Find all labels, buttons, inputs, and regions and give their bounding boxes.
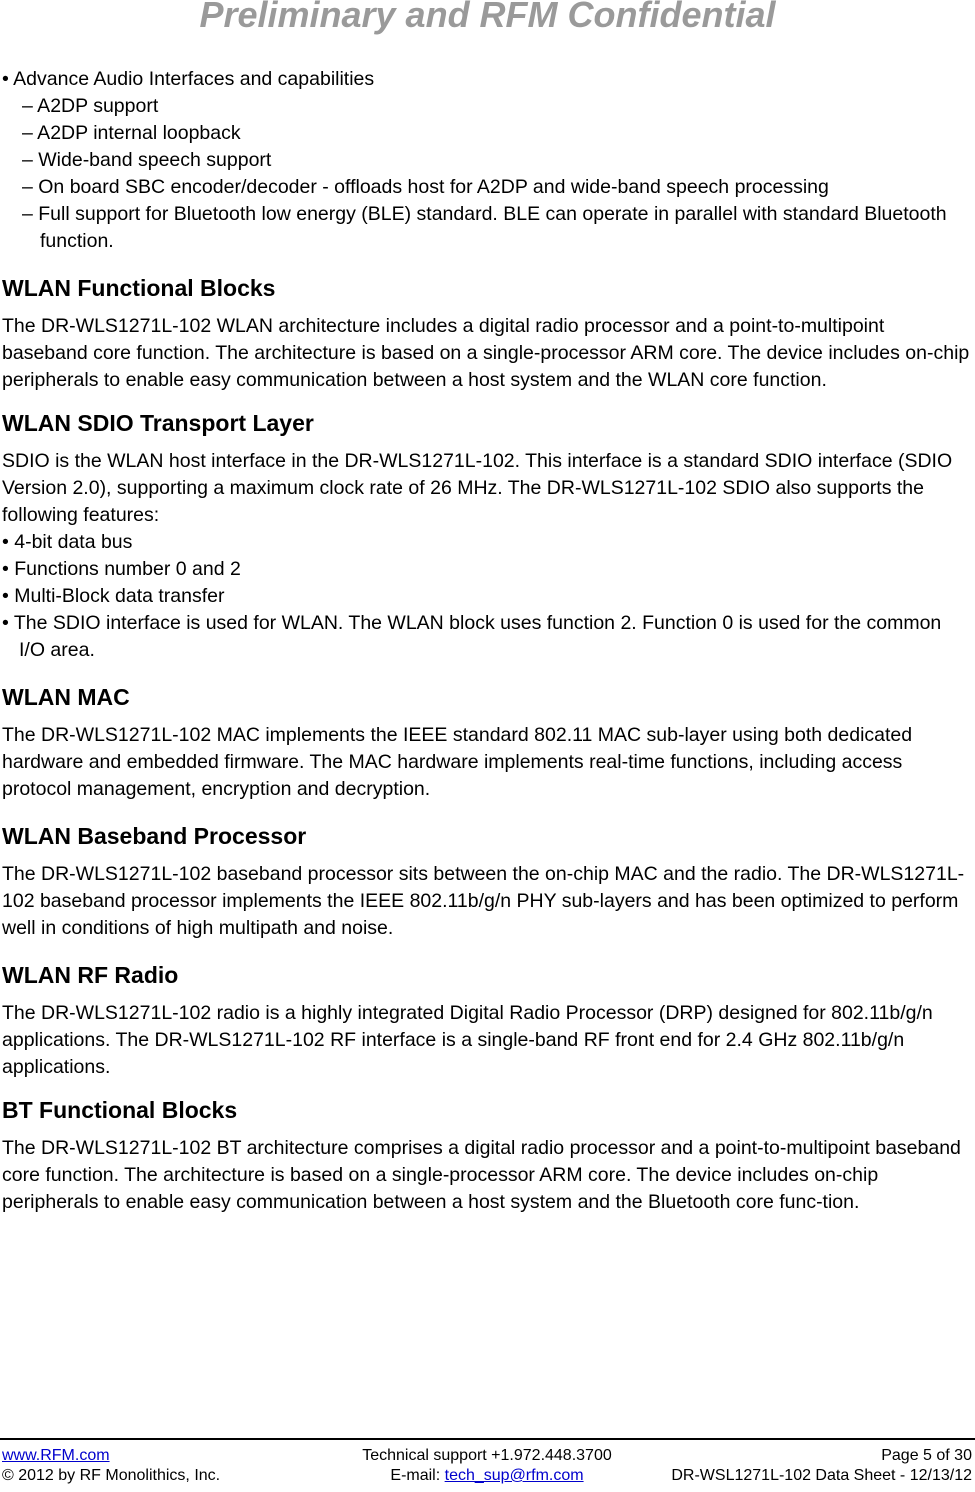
section-body-wlan-baseband: The DR-WLS1271L-102 baseband processor sits between the on-chip MAC and the radio. The DR-WLS1271L-102 baseband processor implements the IEEE 802.11b/g/n PHY sub-layers and has been optimized to perform well in conditions of high multipath and noise. xyxy=(2,863,965,939)
section-heading-bt-functional-blocks: BT Functional Blocks xyxy=(2,1097,238,1123)
doc-id: DR-WSL1271L-102 Data Sheet - 12/13/12 xyxy=(671,1467,972,1484)
audio-lead: • Advance Audio Interfaces and capabilities xyxy=(2,68,375,90)
list-item: – A2DP internal loopback xyxy=(22,122,241,144)
list-item: – Wide-band speech support xyxy=(22,149,272,171)
page-content xyxy=(2,66,972,1216)
list-item: – On board SBC encoder/decoder - offloads host for A2DP and wide-band speech processing xyxy=(22,176,829,198)
email-label: E-mail: xyxy=(390,1467,445,1484)
copyright: © 2012 by RF Monolithics, Inc. xyxy=(2,1467,221,1484)
sdio-feature-list xyxy=(2,529,972,664)
section-heading-wlan-functional-blocks: WLAN Functional Blocks xyxy=(2,275,276,301)
support-phone: Technical support +1.972.448.3700 xyxy=(362,1447,612,1464)
section-body-wlan-mac: The DR-WLS1271L-102 MAC implements the IEEE standard 802.11 MAC sub-layer using both dedicated hardware and embedded firmware. The MAC hardware implements real-time functions, including access protocol management, encryption and decryption. xyxy=(2,724,913,800)
section-heading-wlan-sdio: WLAN SDIO Transport Layer xyxy=(2,410,314,436)
list-item: • Multi-Block data transfer xyxy=(2,585,225,607)
list-item: – Full support for Bluetooth low energy (BLE) standard. BLE can operate in parallel with standard Bluetooth function. xyxy=(22,203,947,252)
section-heading-wlan-mac: WLAN MAC xyxy=(2,684,130,710)
support-email xyxy=(325,1466,648,1486)
section-heading-wlan-baseband: WLAN Baseband Processor xyxy=(2,823,307,849)
section-body-wlan-sdio: SDIO is the WLAN host interface in the DR-WLS1271L-102. This interface is a standard SDIO interface (SDIO Version 2.0), supporting a maximum clock rate of 26 MHz. The DR-WLS1271L-102 SDIO also supports the following features: xyxy=(2,450,953,526)
section-body-wlan-rf-radio: The DR-WLS1271L-102 radio is a highly integrated Digital Radio Processor (DRP) designed for 802.11b/g/n applications. The DR-WLS1271L-102 RF interface is a single-band RF front end for 2.4 GHz 802.11b/g/n applications. xyxy=(2,1002,933,1078)
list-item: • The SDIO interface is used for WLAN. The WLAN block uses function 2. Function 0 is used for the common I/O area. xyxy=(2,612,942,661)
audio-list xyxy=(2,93,972,255)
page-footer xyxy=(2,1446,972,1486)
footer-divider xyxy=(0,1438,975,1440)
email-link[interactable]: tech_sup@rfm.com xyxy=(444,1467,584,1484)
website-link[interactable]: www.RFM.com xyxy=(2,1447,110,1464)
section-body-bt-functional-blocks: The DR-WLS1271L-102 BT architecture comprises a digital radio processor and a point-to-multipoint baseband core function. The architecture is based on a single-processor ARM core. The device includes on-chip peripherals to enable easy communication between a host system and the Bluetooth core func-tion. xyxy=(2,1137,961,1213)
section-heading-wlan-rf-radio: WLAN RF Radio xyxy=(2,962,179,988)
audio-features xyxy=(2,66,972,255)
page-number: Page 5 of 30 xyxy=(881,1447,972,1464)
confidential-watermark: Preliminary and RFM Confidential xyxy=(199,0,776,35)
list-item: • 4-bit data bus xyxy=(2,531,133,553)
list-item: – A2DP support xyxy=(22,95,159,117)
list-item: • Functions number 0 and 2 xyxy=(2,558,241,580)
section-body-wlan-functional-blocks: The DR-WLS1271L-102 WLAN architecture includes a digital radio processor and a point-to-multipoint baseband core function. The architecture is based on a single-processor ARM core. The device includes on-chip peripherals to enable easy communication between a host system and the WLAN core function. xyxy=(2,315,970,391)
